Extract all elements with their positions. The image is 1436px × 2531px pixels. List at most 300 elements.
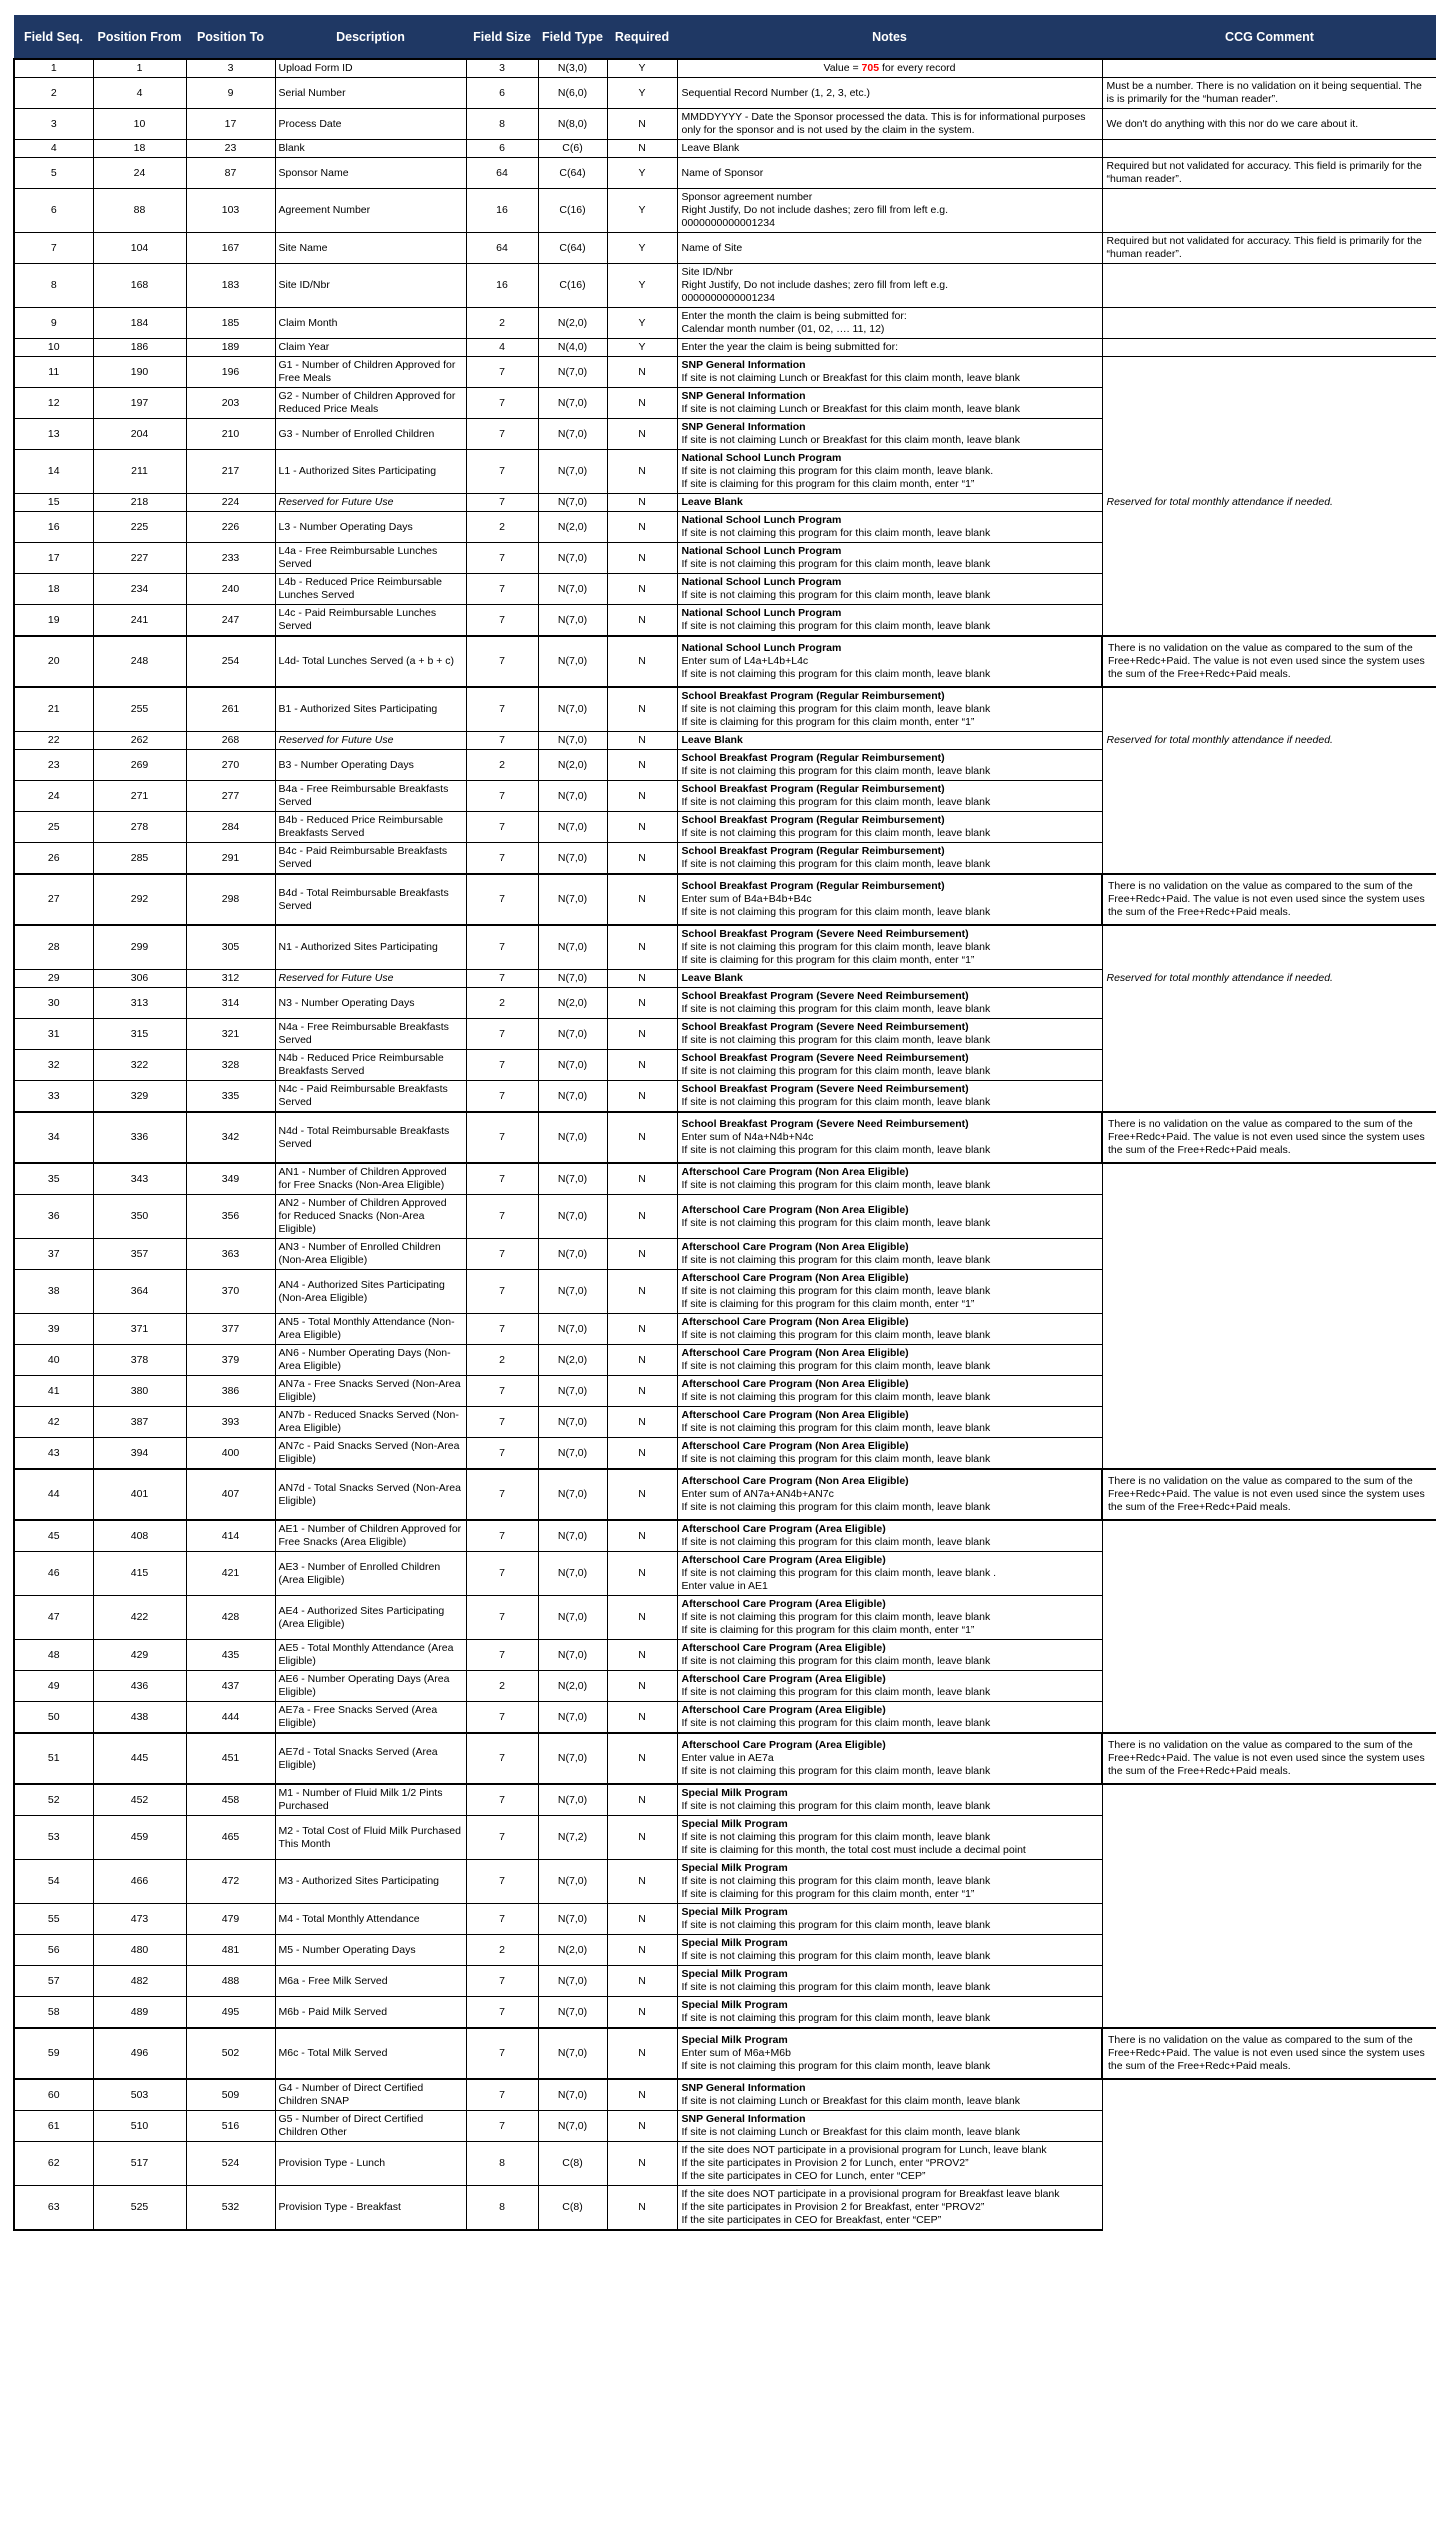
note-line: If site is not claiming this program for this claim month, leave blank <box>681 1800 991 1812</box>
note-line: If site is not claiming this program for this claim month, leave blank <box>681 1422 991 1434</box>
note-line: If the site participates in CEO for Lunch, enter “CEP” <box>681 2170 926 2182</box>
table-row <box>14 2111 1436 2142</box>
position-to-cell: 502 <box>186 2028 275 2079</box>
field-seq-cell: 38 <box>14 1270 93 1314</box>
ccg-comment-cell <box>1102 264 1436 308</box>
ccg-comment-cell <box>1102 1195 1436 1239</box>
ccg-comment-cell <box>1102 1702 1436 1734</box>
description-cell: AE1 - Number of Children Approved for Free Snacks (Area Eligible) <box>275 1520 466 1552</box>
required-cell: Y <box>607 158 677 189</box>
ccg-comment-cell <box>1102 357 1436 388</box>
description-cell: G2 - Number of Children Approved for Reduced Price Meals <box>275 388 466 419</box>
required-cell: N <box>607 1702 677 1734</box>
field-type-cell: C(8) <box>538 2186 607 2231</box>
position-to-cell: 458 <box>186 1784 275 1816</box>
note-line: Leave Blank <box>681 972 743 984</box>
description-cell: Reserved for Future Use <box>275 732 466 750</box>
description-cell: Site ID/Nbr <box>275 264 466 308</box>
position-from-cell: 227 <box>93 543 186 574</box>
notes-cell <box>677 2186 1102 2231</box>
notes-cell <box>677 109 1102 140</box>
field-size-cell: 7 <box>466 388 538 419</box>
position-from-cell: 329 <box>93 1081 186 1113</box>
note-line: School Breakfast Program (Severe Need Reimbursement) <box>681 928 969 940</box>
notes-cell <box>677 140 1102 158</box>
note-line: If site is claiming for this program for this claim month, enter “1” <box>681 1298 975 1310</box>
field-type-cell: C(16) <box>538 189 607 233</box>
position-to-cell: 400 <box>186 1438 275 1470</box>
required-cell: Y <box>607 339 677 357</box>
field-seq-cell: 27 <box>14 874 93 925</box>
note-line: If site is not claiming this program for this claim month, leave blank <box>681 1360 991 1372</box>
position-from-cell: 350 <box>93 1195 186 1239</box>
required-cell: N <box>607 1596 677 1640</box>
position-to-cell: 421 <box>186 1552 275 1596</box>
required-cell: N <box>607 1376 677 1407</box>
notes-cell <box>677 1239 1102 1270</box>
field-seq-cell: 16 <box>14 512 93 543</box>
position-from-cell: 496 <box>93 2028 186 2079</box>
note-line: Afterschool Care Program (Non Area Eligible) <box>681 1272 909 1284</box>
field-seq-cell: 18 <box>14 574 93 605</box>
note-line: Enter sum of M6a+M6b <box>681 2047 791 2059</box>
position-to-cell: 23 <box>186 140 275 158</box>
note-line: Enter value in AE7a <box>681 1752 774 1764</box>
ccg-comment-cell <box>1102 1314 1436 1345</box>
field-seq-cell: 42 <box>14 1407 93 1438</box>
required-cell: N <box>607 1671 677 1702</box>
field-size-cell: 7 <box>466 419 538 450</box>
note-line: If site is not claiming this program for this claim month, leave blank <box>681 2060 991 2072</box>
required-cell: N <box>607 1520 677 1552</box>
description-cell: G1 - Number of Children Approved for Free Meals <box>275 357 466 388</box>
required-cell: Y <box>607 189 677 233</box>
note-line: If site is not claiming this program for this claim month, leave blank <box>681 1329 991 1341</box>
required-cell: Y <box>607 233 677 264</box>
description-cell: Provision Type - Breakfast <box>275 2186 466 2231</box>
description-cell: Blank <box>275 140 466 158</box>
description-cell: Reserved for Future Use <box>275 970 466 988</box>
table-row <box>14 988 1436 1019</box>
description-cell: N4c - Paid Reimbursable Breakfasts Served <box>275 1081 466 1113</box>
note-line: If site is not claiming this program for this claim month, leave blank <box>681 1765 991 1777</box>
ccg-comment-cell <box>1102 1784 1436 1816</box>
field-seq-cell: 56 <box>14 1935 93 1966</box>
header-row <box>14 16 1436 60</box>
position-from-cell: 378 <box>93 1345 186 1376</box>
position-to-cell: 203 <box>186 388 275 419</box>
field-type-cell: N(7,0) <box>538 925 607 970</box>
field-type-cell: N(7,0) <box>538 1904 607 1935</box>
field-type-cell: N(7,0) <box>538 1784 607 1816</box>
table-row <box>14 1520 1436 1552</box>
note-line: If site is not claiming this program for this claim month, leave blank <box>681 1391 991 1403</box>
position-from-cell: 422 <box>93 1596 186 1640</box>
description-cell: AE5 - Total Monthly Attendance (Area Eligible) <box>275 1640 466 1671</box>
field-type-cell: N(7,0) <box>538 388 607 419</box>
description-cell: L1 - Authorized Sites Participating <box>275 450 466 494</box>
ccg-comment-cell <box>1102 1904 1436 1935</box>
table-row <box>14 1671 1436 1702</box>
position-to-cell: 291 <box>186 843 275 875</box>
field-size-cell: 7 <box>466 781 538 812</box>
note-line: SNP General Information <box>681 421 806 433</box>
field-size-cell: 4 <box>466 339 538 357</box>
field-seq-cell: 32 <box>14 1050 93 1081</box>
note-line: National School Lunch Program <box>681 452 842 464</box>
position-to-cell: 9 <box>186 78 275 109</box>
field-type-cell: N(7,0) <box>538 970 607 988</box>
position-from-cell: 262 <box>93 732 186 750</box>
note-line: Special Milk Program <box>681 1862 788 1874</box>
table-row <box>14 339 1436 357</box>
ccg-comment-cell <box>1102 2079 1436 2111</box>
field-size-cell: 7 <box>466 1640 538 1671</box>
field-size-cell: 2 <box>466 512 538 543</box>
table-row <box>14 1270 1436 1314</box>
position-from-cell: 168 <box>93 264 186 308</box>
description-cell: G4 - Number of Direct Certified Children SNAP <box>275 2079 466 2111</box>
col-header-field-type: Field Type <box>538 16 607 60</box>
field-size-cell: 7 <box>466 494 538 512</box>
note-line: 0000000000001234 <box>681 292 775 304</box>
field-seq-cell: 41 <box>14 1376 93 1407</box>
field-type-cell: N(7,0) <box>538 1596 607 1640</box>
table-row <box>14 512 1436 543</box>
field-seq-cell: 53 <box>14 1816 93 1860</box>
ccg-comment-cell <box>1102 59 1436 78</box>
note-line: Special Milk Program <box>681 1787 788 1799</box>
description-cell: B1 - Authorized Sites Participating <box>275 687 466 732</box>
description-cell: M1 - Number of Fluid Milk 1/2 Pints Purchased <box>275 1784 466 1816</box>
note-line: If site is not claiming this program for this claim month, leave blank <box>681 558 991 570</box>
table-row <box>14 1997 1436 2029</box>
position-from-cell: 255 <box>93 687 186 732</box>
position-to-cell: 414 <box>186 1520 275 1552</box>
table-row <box>14 2079 1436 2111</box>
required-cell: N <box>607 357 677 388</box>
ccg-comment-cell <box>1102 2142 1436 2186</box>
field-seq-cell: 60 <box>14 2079 93 2111</box>
field-type-cell: N(7,0) <box>538 1520 607 1552</box>
position-from-cell: 269 <box>93 750 186 781</box>
position-to-cell: 224 <box>186 494 275 512</box>
position-to-cell: 261 <box>186 687 275 732</box>
description-cell: Site Name <box>275 233 466 264</box>
ccg-comment-cell <box>1102 1520 1436 1552</box>
table-row <box>14 1966 1436 1997</box>
note-line: If site is not claiming this program for this claim month, leave blank <box>681 1065 991 1077</box>
note-line: If site is not claiming this program for this claim month, leave blank <box>681 827 991 839</box>
field-size-cell: 64 <box>466 158 538 189</box>
description-cell: Claim Month <box>275 308 466 339</box>
note-line: National School Lunch Program <box>681 545 842 557</box>
note-line: Afterschool Care Program (Non Area Eligible) <box>681 1409 909 1421</box>
field-seq-cell: 25 <box>14 812 93 843</box>
description-cell: L3 - Number Operating Days <box>275 512 466 543</box>
notes-cell <box>677 264 1102 308</box>
field-type-cell: N(2,0) <box>538 308 607 339</box>
field-type-cell: N(7,0) <box>538 781 607 812</box>
note-line: Afterschool Care Program (Non Area Eligible) <box>681 1347 909 1359</box>
ccg-comment-cell <box>1102 1596 1436 1640</box>
field-seq-cell: 10 <box>14 339 93 357</box>
position-from-cell: 204 <box>93 419 186 450</box>
spec-table-body <box>14 59 1436 2230</box>
ccg-comment-cell <box>1102 1239 1436 1270</box>
note-line: Sequential Record Number (1, 2, 3, etc.) <box>681 86 871 99</box>
field-size-cell: 7 <box>466 812 538 843</box>
field-seq-cell: 28 <box>14 925 93 970</box>
notes-cell <box>677 574 1102 605</box>
field-seq-cell: 2 <box>14 78 93 109</box>
position-from-cell: 445 <box>93 1733 186 1784</box>
notes-cell <box>677 450 1102 494</box>
table-row <box>14 2186 1436 2231</box>
position-to-cell: 481 <box>186 1935 275 1966</box>
required-cell: N <box>607 2186 677 2231</box>
note-line: If the site participates in CEO for Breakfast, enter “CEP” <box>681 2214 942 2226</box>
field-type-cell: N(7,0) <box>538 1239 607 1270</box>
required-cell: N <box>607 574 677 605</box>
position-from-cell: 248 <box>93 636 186 687</box>
position-to-cell: 328 <box>186 1050 275 1081</box>
field-seq-cell: 26 <box>14 843 93 875</box>
position-from-cell: 371 <box>93 1314 186 1345</box>
required-cell: N <box>607 419 677 450</box>
required-cell: N <box>607 636 677 687</box>
field-type-cell: N(6,0) <box>538 78 607 109</box>
ccg-comment-cell <box>1102 1935 1436 1966</box>
field-type-cell: N(7,0) <box>538 1019 607 1050</box>
table-row <box>14 874 1436 925</box>
position-from-cell: 197 <box>93 388 186 419</box>
required-cell: N <box>607 605 677 637</box>
notes-cell <box>677 750 1102 781</box>
field-type-cell: N(2,0) <box>538 512 607 543</box>
required-cell: N <box>607 2142 677 2186</box>
table-row <box>14 1552 1436 1596</box>
highlight-value: 705 <box>861 62 880 74</box>
position-to-cell: 226 <box>186 512 275 543</box>
note-line: Afterschool Care Program (Non Area Eligible) <box>681 1166 909 1178</box>
description-cell: Provision Type - Lunch <box>275 2142 466 2186</box>
notes-cell <box>677 233 1102 264</box>
table-row <box>14 2028 1436 2079</box>
note-line: If site is not claiming this program for this claim month, leave blank <box>681 1655 991 1667</box>
required-cell: N <box>607 2028 677 2079</box>
position-to-cell: 185 <box>186 308 275 339</box>
note-line: If site is not claiming this program for this claim month, leave blank <box>681 941 991 953</box>
note-line: Special Milk Program <box>681 1937 788 1949</box>
col-header-field-size: Field Size <box>466 16 538 60</box>
note-line: Afterschool Care Program (Non Area Eligible) <box>681 1316 909 1328</box>
note-line: If the site participates in Provision 2 for Breakfast, enter “PROV2” <box>681 2201 985 2213</box>
field-size-cell: 2 <box>466 988 538 1019</box>
ccg-comment-cell <box>1102 1640 1436 1671</box>
note-line: If the site does NOT participate in a provisional program for Breakfast leave blank <box>681 2188 1060 2200</box>
field-size-cell: 8 <box>466 109 538 140</box>
note-line: Special Milk Program <box>681 2034 788 2046</box>
position-from-cell: 394 <box>93 1438 186 1470</box>
notes-cell <box>677 636 1102 687</box>
description-cell: AN6 - Number Operating Days (Non-Area Eligible) <box>275 1345 466 1376</box>
note-line: SNP General Information <box>681 2082 806 2094</box>
field-seq-cell: 46 <box>14 1552 93 1596</box>
ccg-comment-cell <box>1102 1376 1436 1407</box>
table-row <box>14 1935 1436 1966</box>
required-cell: N <box>607 1935 677 1966</box>
notes-cell <box>677 1816 1102 1860</box>
position-from-cell: 88 <box>93 189 186 233</box>
position-from-cell: 452 <box>93 1784 186 1816</box>
field-seq-cell: 35 <box>14 1163 93 1195</box>
position-from-cell: 10 <box>93 109 186 140</box>
field-seq-cell: 59 <box>14 2028 93 2079</box>
description-cell: M6b - Paid Milk Served <box>275 1997 466 2029</box>
field-size-cell: 7 <box>466 1596 538 1640</box>
notes-cell <box>677 512 1102 543</box>
ccg-comment-cell <box>1102 1552 1436 1596</box>
position-to-cell: 254 <box>186 636 275 687</box>
table-row <box>14 1376 1436 1407</box>
field-size-cell: 2 <box>466 1671 538 1702</box>
field-type-cell: N(7,0) <box>538 732 607 750</box>
position-from-cell: 278 <box>93 812 186 843</box>
required-cell: Y <box>607 264 677 308</box>
position-to-cell: 428 <box>186 1596 275 1640</box>
position-to-cell: 247 <box>186 605 275 637</box>
position-from-cell: 299 <box>93 925 186 970</box>
field-type-cell: N(7,0) <box>538 1195 607 1239</box>
notes-cell <box>677 732 1102 750</box>
required-cell: N <box>607 1019 677 1050</box>
field-type-cell: N(7,0) <box>538 2111 607 2142</box>
notes-cell <box>677 543 1102 574</box>
note-line: If site is claiming for this program for this claim month, enter “1” <box>681 1624 975 1636</box>
note-line: If site is claiming for this program for this claim month, enter “1” <box>681 954 975 966</box>
description-cell: AN7d - Total Snacks Served (Non-Area Eligible) <box>275 1469 466 1520</box>
position-to-cell: 321 <box>186 1019 275 1050</box>
field-type-cell: N(2,0) <box>538 750 607 781</box>
field-type-cell: N(7,0) <box>538 636 607 687</box>
note-line: School Breakfast Program (Regular Reimbursement) <box>681 752 945 764</box>
position-from-cell: 285 <box>93 843 186 875</box>
ccg-comment-cell <box>1102 1163 1436 1195</box>
notes-cell <box>677 1081 1102 1113</box>
field-type-cell: N(7,0) <box>538 419 607 450</box>
position-from-cell: 415 <box>93 1552 186 1596</box>
field-size-cell: 7 <box>466 1784 538 1816</box>
position-from-cell: 211 <box>93 450 186 494</box>
field-seq-cell: 55 <box>14 1904 93 1935</box>
note-line: Afterschool Care Program (Non Area Eligible) <box>681 1378 909 1390</box>
field-size-cell: 7 <box>466 970 538 988</box>
field-type-cell: N(7,0) <box>538 1314 607 1345</box>
field-size-cell: 8 <box>466 2142 538 2186</box>
note-line: If site is not claiming this program for this claim month, leave blank <box>681 1144 991 1156</box>
field-type-cell: C(8) <box>538 2142 607 2186</box>
notes-cell <box>677 2079 1102 2111</box>
note-line: Right Justify, Do not include dashes; zero fill from left e.g. <box>681 279 949 291</box>
col-header-position-to: Position To <box>186 16 275 60</box>
notes-cell <box>677 781 1102 812</box>
col-header-required: Required <box>607 16 677 60</box>
note-line: If site is not claiming this program for this claim month, leave blank <box>681 906 991 918</box>
note-line: Leave Blank <box>681 142 740 154</box>
note-line: If site is not claiming this program for this claim month, leave blank <box>681 620 991 632</box>
required-cell: Y <box>607 308 677 339</box>
field-size-cell: 7 <box>466 2028 538 2079</box>
field-seq-cell: 54 <box>14 1860 93 1904</box>
field-seq-cell: 63 <box>14 2186 93 2231</box>
field-type-cell: N(7,0) <box>538 450 607 494</box>
position-to-cell: 472 <box>186 1860 275 1904</box>
notes-cell <box>677 357 1102 388</box>
field-size-cell: 7 <box>466 1270 538 1314</box>
field-size-cell: 7 <box>466 450 538 494</box>
description-cell: Claim Year <box>275 339 466 357</box>
description-cell: AE4 - Authorized Sites Participating (Area Eligible) <box>275 1596 466 1640</box>
table-row <box>14 543 1436 574</box>
note-line: School Breakfast Program (Regular Reimbursement) <box>681 845 945 857</box>
note-line: Calendar month number (01, 02, …. 11, 12) <box>681 323 885 335</box>
field-seq-cell: 23 <box>14 750 93 781</box>
description-cell: AN7a - Free Snacks Served (Non-Area Eligible) <box>275 1376 466 1407</box>
table-row <box>14 925 1436 970</box>
position-from-cell: 306 <box>93 970 186 988</box>
position-from-cell: 438 <box>93 1702 186 1734</box>
notes-cell <box>677 1860 1102 1904</box>
position-from-cell: 480 <box>93 1935 186 1966</box>
description-cell: AE3 - Number of Enrolled Children (Area Eligible) <box>275 1552 466 1596</box>
notes-cell <box>677 1520 1102 1552</box>
field-size-cell: 7 <box>466 543 538 574</box>
ccg-comment-cell: Reserved for total monthly attendance if needed. <box>1102 970 1436 988</box>
description-cell: Serial Number <box>275 78 466 109</box>
table-row <box>14 1050 1436 1081</box>
table-row <box>14 574 1436 605</box>
required-cell: N <box>607 970 677 988</box>
required-cell: Y <box>607 59 677 78</box>
note-line: If site is not claiming Lunch or Breakfast for this claim month, leave blank <box>681 434 1020 446</box>
required-cell: N <box>607 512 677 543</box>
description-cell: AN7b - Reduced Snacks Served (Non-Area Eligible) <box>275 1407 466 1438</box>
notes-cell <box>677 1733 1102 1784</box>
ccg-comment-cell <box>1102 140 1436 158</box>
note-line: Enter the month the claim is being submitted for: <box>681 310 907 322</box>
table-row <box>14 1596 1436 1640</box>
table-row <box>14 1019 1436 1050</box>
table-row <box>14 732 1436 750</box>
field-seq-cell: 58 <box>14 1997 93 2029</box>
note-line: Afterschool Care Program (Area Eligible) <box>681 1704 886 1716</box>
field-seq-cell: 30 <box>14 988 93 1019</box>
notes-cell <box>677 1345 1102 1376</box>
position-to-cell: 488 <box>186 1966 275 1997</box>
description-cell: AE7a - Free Snacks Served (Area Eligible) <box>275 1702 466 1734</box>
position-to-cell: 17 <box>186 109 275 140</box>
note-line: If site is not claiming this program for this claim month, leave blank <box>681 1981 991 1993</box>
description-cell: B4d - Total Reimbursable Breakfasts Served <box>275 874 466 925</box>
position-from-cell: 387 <box>93 1407 186 1438</box>
position-from-cell: 357 <box>93 1239 186 1270</box>
field-seq-cell: 3 <box>14 109 93 140</box>
notes-cell <box>677 1019 1102 1050</box>
position-to-cell: 210 <box>186 419 275 450</box>
field-type-cell: N(7,0) <box>538 1966 607 1997</box>
field-size-cell: 7 <box>466 874 538 925</box>
